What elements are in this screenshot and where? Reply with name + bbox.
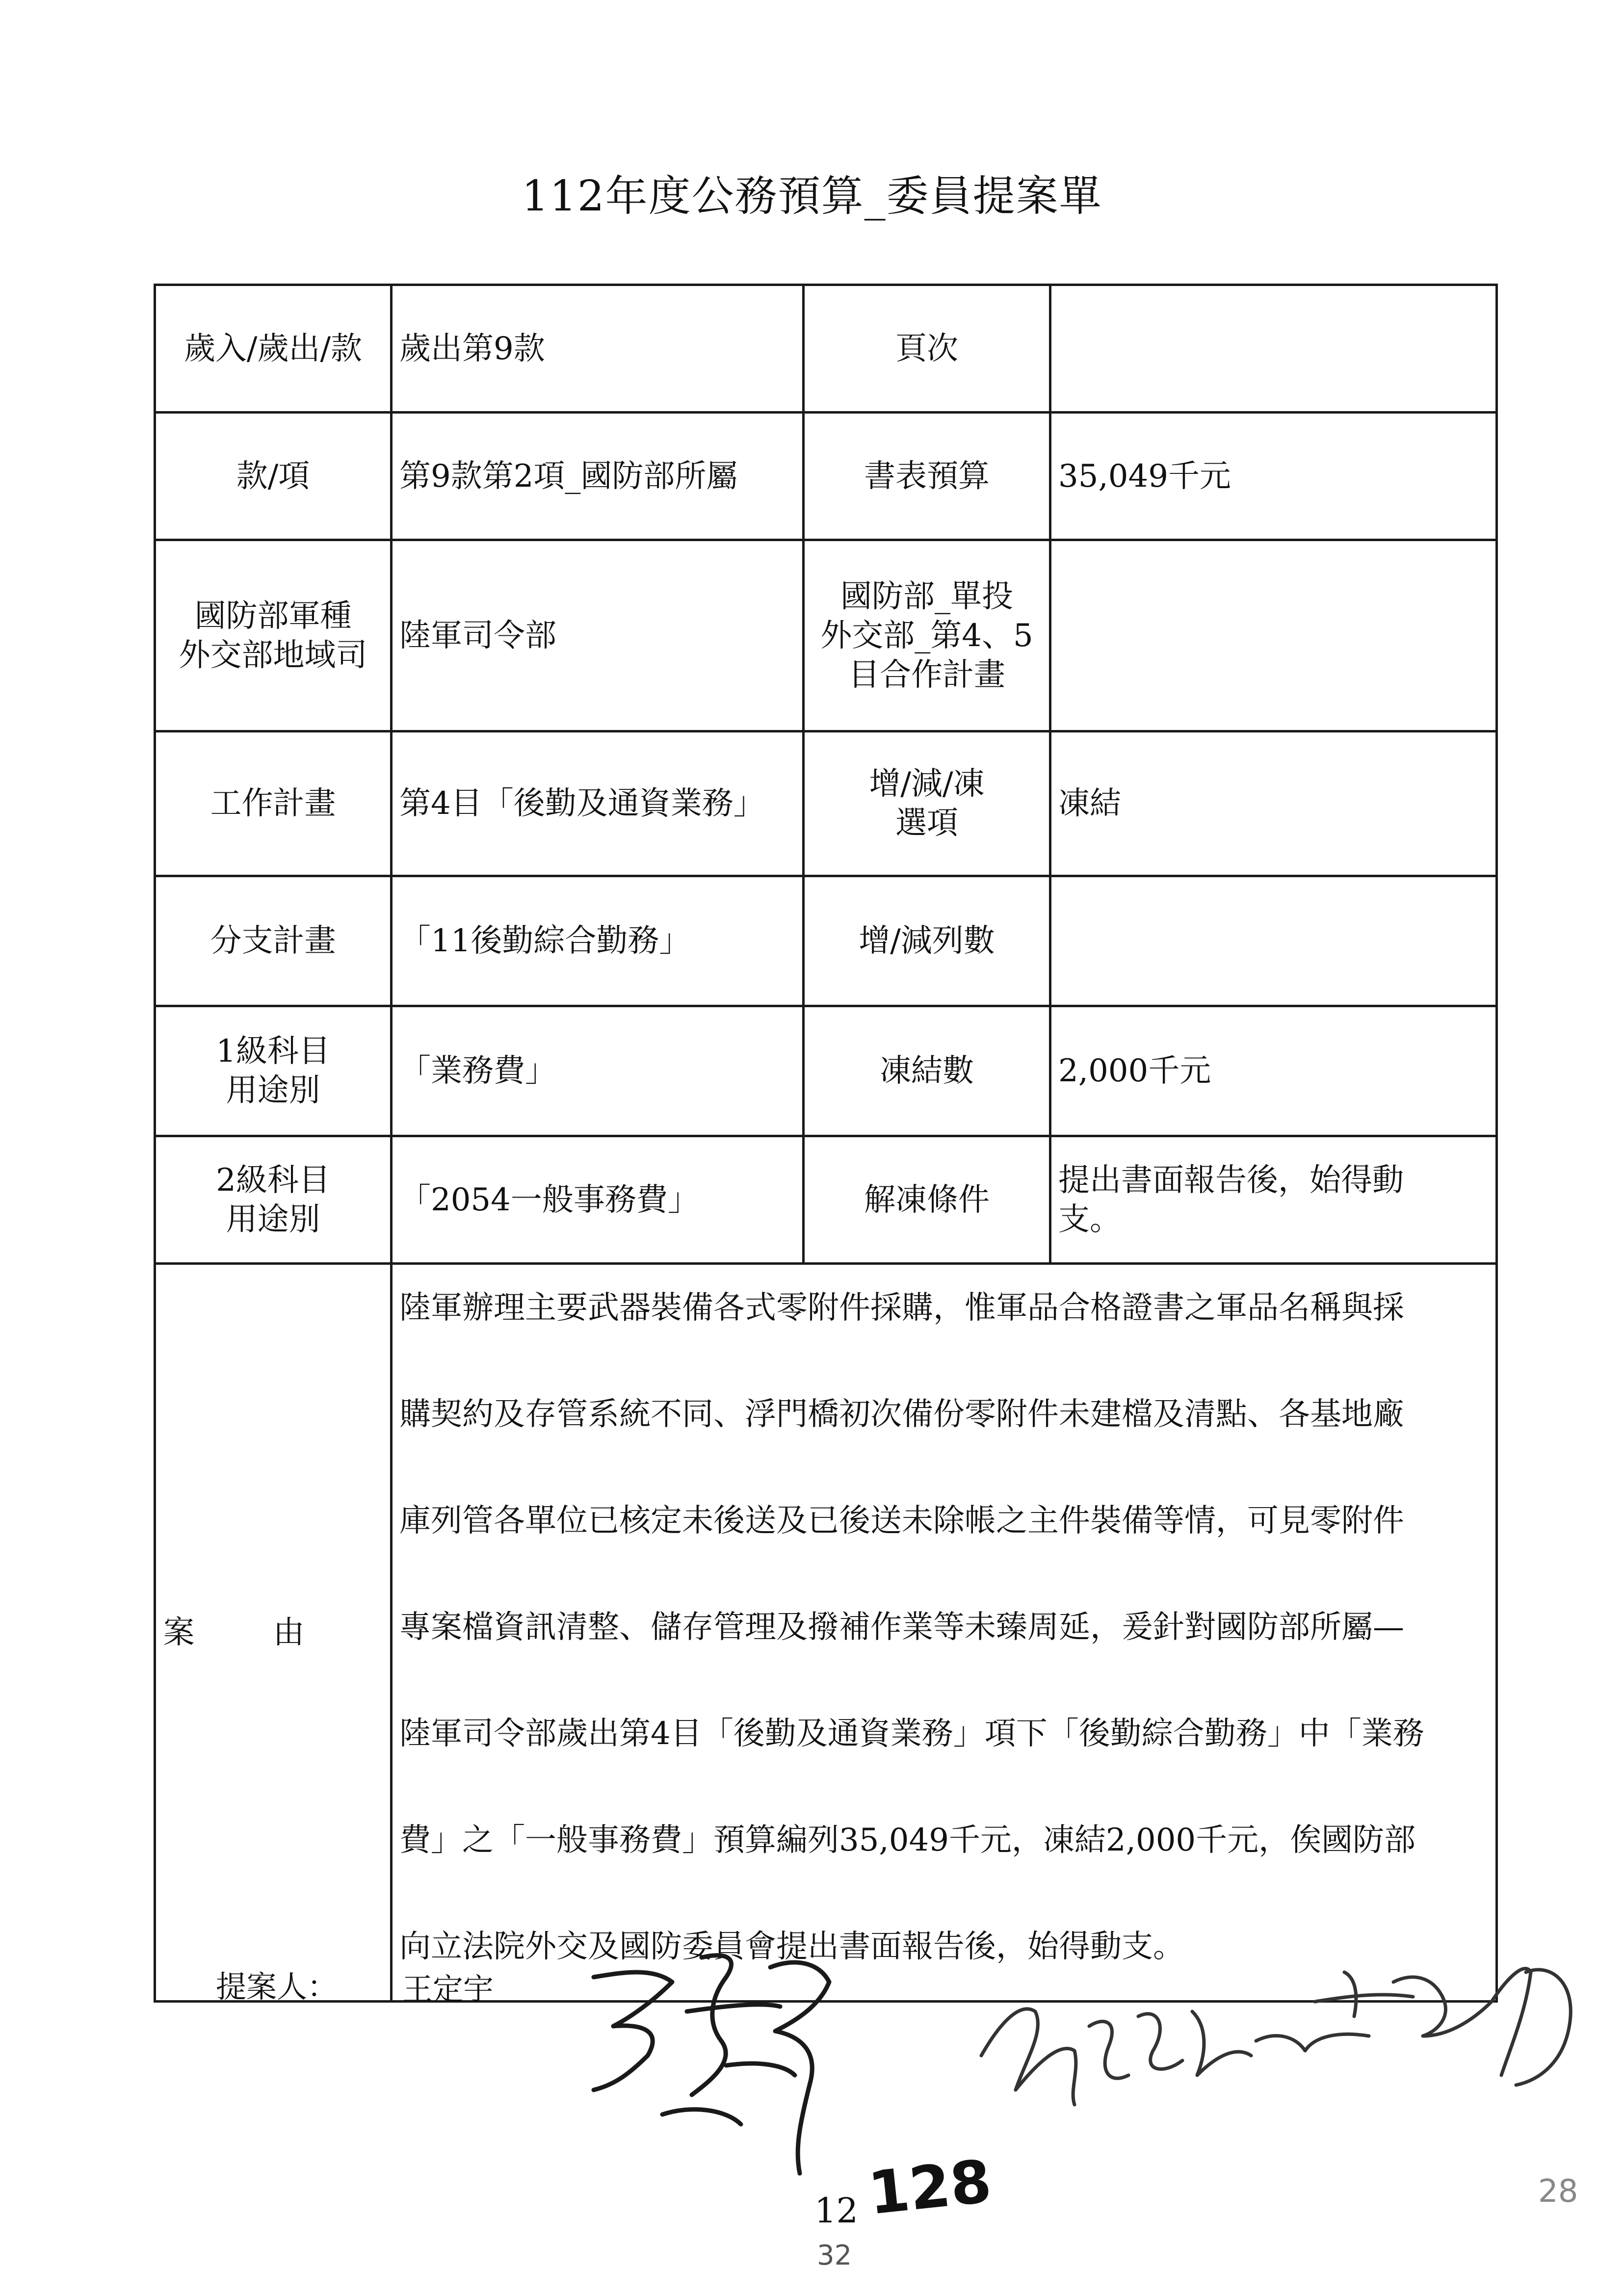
proposer-name: 王定宇: [402, 1971, 494, 2007]
field-label-line: 2級科目: [216, 1162, 330, 1199]
field-label: [804, 731, 1050, 876]
reason-line: 陸軍司令部歲出第4目「後勤及通資業務」項下「後勤綜合勤務」中「業務: [399, 1716, 1424, 1752]
reason-line: 費」之「一般事務費」預算編列35,049千元，凍結2,000千元，俟國防部: [399, 1822, 1416, 1858]
field-value: 「業務費」: [392, 1006, 804, 1136]
field-value: 2,000千元: [1050, 1006, 1497, 1136]
table-row: [155, 1264, 1497, 2002]
field-label: 解凍條件: [804, 1136, 1050, 1264]
signature-left: [564, 1938, 908, 2213]
field-value: 陸軍司令部: [392, 540, 804, 731]
field-value: [1050, 876, 1497, 1006]
reason-label: 案由: [155, 1264, 392, 2002]
field-label-line: 用途別: [226, 1201, 320, 1238]
field-label: 書表預算: [804, 413, 1050, 540]
table-row: [155, 413, 1497, 540]
table-row: [155, 731, 1497, 876]
field-value: 第9款第2項_國防部所屬: [392, 413, 804, 540]
field-label: 頁次: [804, 285, 1050, 413]
table-row: [155, 285, 1497, 413]
reason-line: 購契約及存管系統不同、浮門橋初次備份零附件未建檔及清點、各基地廠: [399, 1396, 1404, 1433]
handwritten-corner: 28: [1538, 2173, 1578, 2210]
page-number: 12: [814, 2191, 859, 2231]
field-label-line: 外交部_第4、5: [820, 617, 1033, 654]
field-label-line: 1級科目: [216, 1033, 330, 1070]
field-value: 凍結: [1050, 731, 1497, 876]
field-label-line: 國防部軍種: [194, 598, 352, 634]
field-value: 「11後勤綜合勤務」: [392, 876, 804, 1006]
field-value: 第4目「後勤及通資業務」: [392, 731, 804, 876]
proposer-label: 提案人：: [216, 1969, 338, 2005]
field-label: 款/項: [155, 413, 392, 540]
field-label: 工作計畫: [155, 731, 392, 876]
field-label-line: 選項: [895, 805, 958, 841]
field-label: 歲入/歲出/款: [155, 285, 392, 413]
field-value: 「2054一般事務費」: [392, 1136, 804, 1264]
reason-line: 向立法院外交及國防委員會提出書面報告後，始得動支。: [399, 1929, 1184, 1965]
table-row: [155, 1006, 1497, 1136]
field-label: [155, 1136, 392, 1264]
table-row: [155, 540, 1497, 731]
field-label-line: 目合作計畫: [848, 656, 1005, 693]
field-value: 35,049千元: [1050, 413, 1497, 540]
field-value-line: 支。: [1058, 1201, 1121, 1238]
field-value: [1050, 540, 1497, 731]
field-value: [1050, 285, 1497, 413]
field-value: [1050, 1136, 1497, 1264]
field-label-line: 用途別: [226, 1072, 320, 1109]
handwritten-number: 128: [865, 2147, 995, 2228]
field-label: [804, 540, 1050, 731]
field-label-line: 國防部_單投: [840, 578, 1013, 615]
signature-right: [962, 1943, 1609, 2149]
field-label: 增/減列數: [804, 876, 1050, 1006]
field-label-line: 外交部地域司: [179, 637, 367, 674]
field-label: [155, 540, 392, 731]
page-title: 112年度公務預算_委員提案單: [522, 172, 1102, 221]
reason-line: 陸軍辦理主要武器裝備各式零附件採購，惟軍品合格證書之軍品名稱與採: [399, 1290, 1404, 1326]
table-row: [155, 1136, 1497, 1264]
reason-line: 專案檔資訊清整、儲存管理及撥補作業等未臻周延，爰針對國防部所屬—: [399, 1609, 1404, 1645]
reason-line: 庫列管各單位已核定未後送及已後送未除帳之主件裝備等情，可見零附件: [399, 1503, 1404, 1539]
field-label: [155, 1006, 392, 1136]
field-label: 分支計畫: [155, 876, 392, 1006]
proposal-form-table: [154, 284, 1498, 2003]
table-row: [155, 876, 1497, 1006]
reason-text: [399, 1255, 1489, 2000]
field-label-line: 增/減/凍: [869, 766, 985, 802]
handwritten-below: 32: [817, 2240, 852, 2271]
field-label: 凍結數: [804, 1006, 1050, 1136]
reason-cell: [392, 1264, 1497, 2002]
field-value: 歲出第9款: [392, 285, 804, 413]
field-value-line: 提出書面報告後，始得動: [1058, 1162, 1404, 1199]
